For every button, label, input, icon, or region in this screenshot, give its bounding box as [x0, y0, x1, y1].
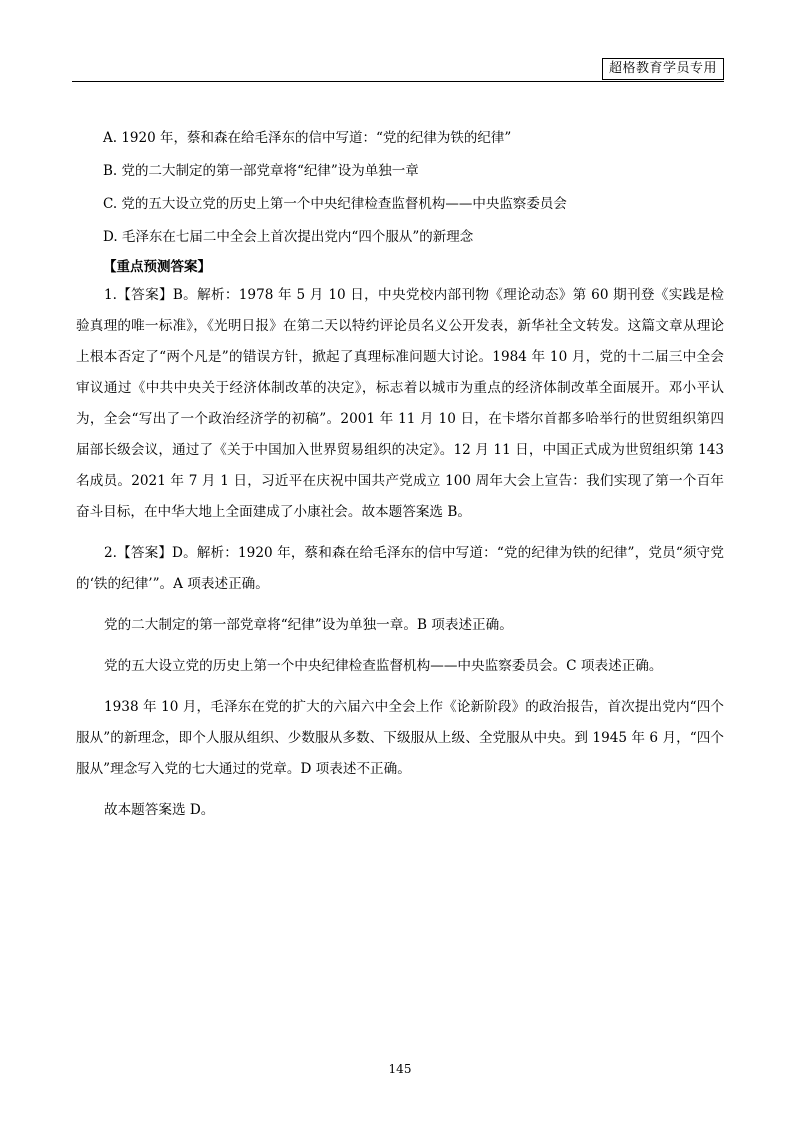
option-b: B. 党的二大制定的第一部党章将“纪律”设为单独一章	[103, 163, 419, 179]
answer-2-paragraph: 1938 年 10 月，毛泽东在党的扩大的六届六中全会上作《论新阶段》的政治报告，首次提出党内“四个服从”的新理念，即个人服从组织、少数服从多数、下级服从上级、全党服从中央。到 1945 年 6 月，“四个服从”理念写入党的七大通过的党章。D 项表述不正确。	[76, 699, 724, 777]
option-d: D. 毛泽东在七届二中全会上首次提出党内“四个服从”的新理念	[103, 229, 474, 245]
option-list	[103, 128, 743, 260]
answer-1: 1.【答案】B。解析：1978 年 5 月 10 日，中央党校内部刊物《理论动态》第 60 期刊登《实践是检验真理的唯一标准》，《光明日报》在第二天以特约评论员名义公开发表，新华社全文转发。这篇文章从理论上根本否定了“两个凡是”的错误方针，掀起了真理标准问题大讨论。1984 年 10 月，党的十二届三中全会审议通过《中共中央关于经济体制改革的决定》，标志着以城市为重点的经济体制改革全面展开。邓小平认为，全会“写出了一个政治经济学的初稿”。2001 年 11 月 10 日，在卡塔尔首都多哈举行的世贸组织第四届部长级会议，通过了《关于中国加入世界贸易组织的决定》。12 月 11 日，中国正式成为世贸组织第 143 名成员。2021 年 7 月 1 日，习近平在庆祝中国共产党成立 100 周年大会上宣告：我们实现了第一个百年奋斗目标，在中华大地上全面建成了小康社会。故本题答案选 B。	[76, 287, 724, 520]
option-c: C. 党的五大设立党的历史上第一个中央纪律检查监督机构——中央监察委员会	[103, 196, 567, 212]
section-title: 【重点预测答案】	[103, 259, 211, 275]
page-number: 145	[388, 1062, 412, 1076]
answer-section	[76, 280, 724, 826]
header-tag: 超格教育学员专用	[602, 58, 724, 80]
answer-2-conclusion: 故本题答案选 D。	[104, 802, 215, 818]
option-a: A. 1920 年，蔡和森在给毛泽东的信中写道：“党的纪律为铁的纪律”	[103, 130, 512, 146]
answer-2-paragraph: 党的二大制定的第一部党章将“纪律”设为单独一章。B 项表述正确。	[104, 617, 513, 633]
answer-2-paragraph: 2.【答案】D。解析：1920 年，蔡和森在给毛泽东的信中写道：“党的纪律为铁的纪律”，党员“须守党的‘铁的纪律’”。A 项表述正确。	[76, 545, 724, 592]
header-rule	[72, 81, 724, 82]
answer-2-paragraph: 党的五大设立党的历史上第一个中央纪律检查监督机构——中央监察委员会。C 项表述正确。	[104, 658, 663, 674]
